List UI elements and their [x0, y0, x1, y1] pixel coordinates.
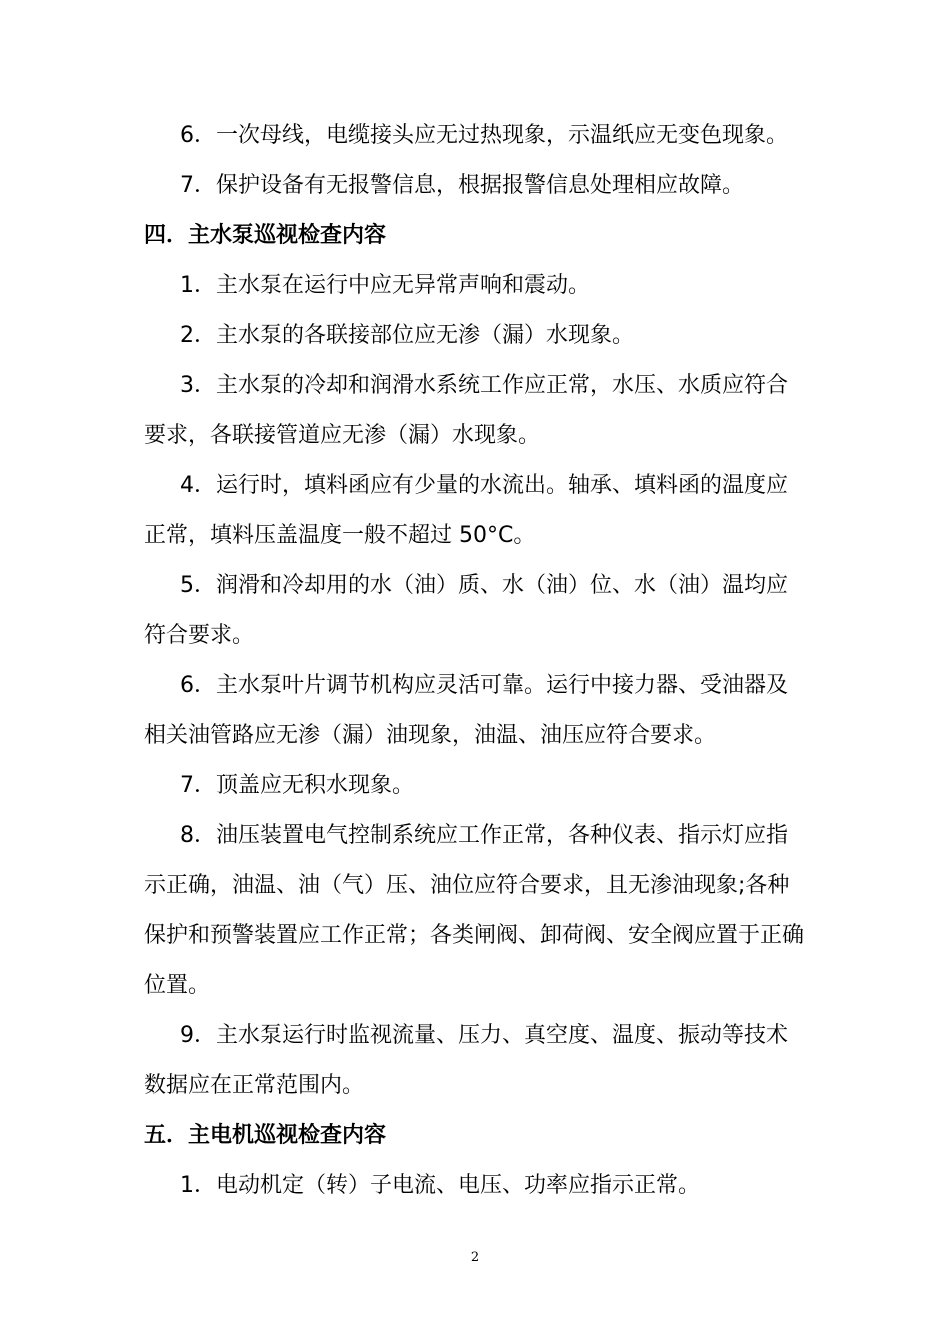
pump-item-4-line-1: 4．运行时，填料函应有少量的水流出。轴承、填料函的温度应: [180, 473, 788, 498]
item-4-7: 7．保护设备有无报警信息，根据报警信息处理相应故障。: [180, 173, 744, 198]
pump-item-1: 1．主水泵在运行中应无异常声响和震动。: [180, 273, 590, 298]
pump-item-2: 2．主水泵的各联接部位应无渗（漏）水现象。: [180, 323, 634, 348]
pump-item-8-line-1: 8．油压装置电气控制系统应工作正常，各种仪表、指示灯应指: [180, 823, 788, 848]
section-heading-motor: 五．主电机巡视检查内容: [144, 1123, 387, 1148]
pump-item-8-line-2: 示正确，油温、油（气）压、油位应符合要求，且无渗油现象;各种: [144, 873, 790, 898]
document-body: [144, 111, 810, 1211]
pump-item-7: 7．顶盖应无积水现象。: [180, 773, 414, 798]
pump-item-6-line-1: 6．主水泵叶片调节机构应灵活可靠。运行中接力器、受油器及: [180, 673, 788, 698]
section-heading-pump: 四．主水泵巡视检查内容: [144, 223, 387, 248]
pump-item-8-line-3: 保护和预警装置应工作正常；各类闸阀、卸荷阀、安全阀应置于正确: [144, 923, 805, 948]
item-4-6: 6．一次母线，电缆接头应无过热现象，示温纸应无变色现象。: [180, 123, 788, 148]
motor-item-1: 1．电动机定（转）子电流、电压、功率应指示正常。: [180, 1173, 700, 1198]
pump-item-3-line-2: 要求，各联接管道应无渗（漏）水现象。: [144, 423, 541, 448]
pump-item-5-line-2: 符合要求。: [144, 623, 255, 648]
pump-item-9-line-1: 9．主水泵运行时监视流量、压力、真空度、温度、振动等技术: [180, 1023, 788, 1048]
pump-item-5-line-1: 5．润滑和冷却用的水（油）质、水（油）位、水（油）温均应: [180, 573, 788, 598]
pump-item-9-line-2: 数据应在正常范围内。: [144, 1073, 365, 1098]
pump-item-8-line-4: 位置。: [144, 973, 211, 998]
pump-item-3-line-1: 3．主水泵的冷却和润滑水系统工作应正常，水压、水质应符合: [180, 373, 788, 398]
pump-item-6-line-2: 相关油管路应无渗（漏）油现象，油温、油压应符合要求。: [144, 723, 717, 748]
pump-item-4-line-2: 正常，填料压盖温度一般不超过 50°C。: [144, 523, 536, 548]
page-number: 2: [470, 1250, 480, 1265]
